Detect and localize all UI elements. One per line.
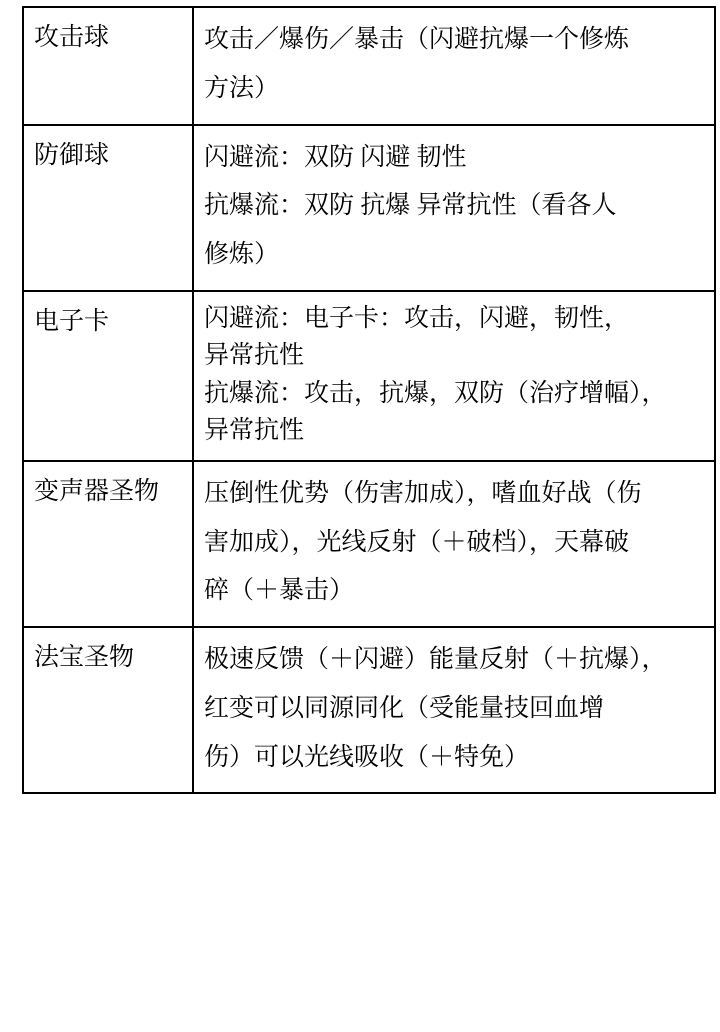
content-line: 压倒性优势（伤害加成），嗜血好战（伤: [204, 479, 642, 507]
content-line: 方法）: [204, 74, 280, 102]
row-label-voice-changer-relic: 变声器圣物: [23, 461, 193, 627]
row-content-defense-ball: [193, 125, 715, 291]
content-line: 闪避流：电子卡：攻击，闪避，韧性，: [204, 304, 630, 332]
content-line: 修炼）: [204, 241, 280, 268]
content-line: 异常抗性: [204, 417, 305, 445]
row-content-magic-treasure-relic: [193, 627, 715, 793]
content-line: 异常抗性: [204, 342, 305, 370]
table-row: [23, 461, 715, 627]
row-label-electronic-card: 电子卡: [23, 291, 193, 461]
content-line: 闪避流：双防 闪避 韧性: [204, 143, 467, 171]
content-line: 碎（＋暴击）: [204, 577, 355, 605]
row-content-attack-ball: [193, 7, 715, 125]
content-line: 极速反馈（＋闪避）能量反射（＋抗爆），: [204, 646, 667, 673]
build-spec-table: [22, 6, 716, 794]
table-row: [23, 627, 715, 793]
content-line: 攻击／爆伤／暴击（闪避抗爆一个修炼: [204, 26, 630, 53]
content-line: 红变可以同源同化（受能量技回血增: [204, 694, 605, 722]
content-line: 抗爆流：双防 抗爆 异常抗性（看各人: [204, 192, 617, 220]
row-label-attack-ball: 攻击球: [23, 7, 193, 125]
table-row: [23, 291, 715, 461]
content-line: 害加成），光线反射（＋破档），天幕破: [204, 528, 630, 556]
row-label-magic-treasure-relic: 法宝圣物: [23, 627, 193, 793]
table-row: [23, 7, 715, 125]
row-content-electronic-card: [193, 291, 715, 461]
row-content-voice-changer-relic: [193, 461, 715, 627]
content-line: 伤）可以光线吸收（＋特免）: [204, 743, 530, 771]
row-label-defense-ball: 防御球: [23, 125, 193, 291]
table-row: [23, 125, 715, 291]
content-line: 抗爆流：攻击，抗爆，双防（治疗增幅），: [204, 379, 667, 407]
